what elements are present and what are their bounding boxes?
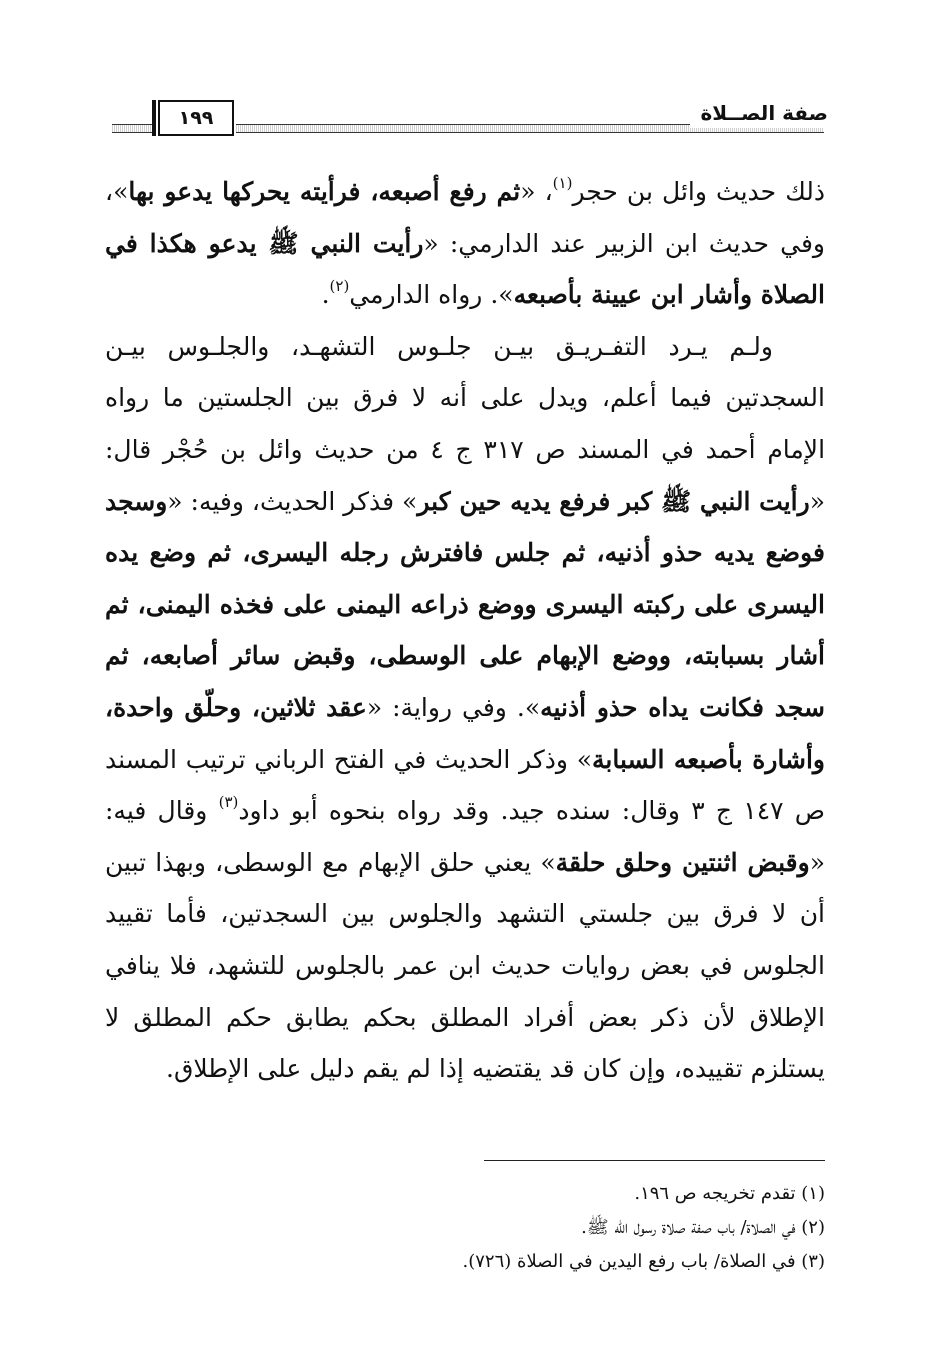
- hadith-quote: رأيت النبي ﷺ يدعو هكذا في الصلاة وأشار ابن عيينة بأصبعه: [105, 228, 825, 310]
- footnote-3: (٣) في الصلاة/ باب رفع اليدين في الصلاة (٧٢٦).: [462, 1251, 825, 1272]
- text: ولـم يـرد التفـريـق بيـن جلـوس التشهـد، والجلـوس بيـن السجدتين فيما أعلم، ويدل على أنه لا فرق بين الجلستين ما رواه الإمام أحمد في المسند ص ٣١٧ ج ٤ من حديث وائل بن حُجْر قال: «: [105, 331, 826, 516]
- hadith-quote: رأيت النبي ﷺ كبر فرفع يديه حين كبر: [417, 486, 810, 516]
- page-header: [112, 98, 828, 134]
- hadith-quote: ثم رفع أصبعه، فرأيته يحركها يدعو بها: [128, 177, 521, 206]
- hadith-quote: وسجد فوضع يديه حذو أذنيه، ثم جلس فافترش رجله اليسرى، ثم وضع يده اليسرى على ركبته اليسرى ووضع ذراعه اليمنى على فخذه اليمنى، ثم أشار بسبابته، ووضع الإبهام على الوسطى، وقبض سائر أصابعه، ثم سجد فكانت يداه حذو أذنيه: [105, 486, 825, 722]
- text: وقال فيه: «: [105, 796, 825, 877]
- text: »، وفي حديث ابن الزبير عند الدارمي: «: [105, 177, 825, 258]
- main-text: [105, 166, 825, 1095]
- hadith-quote: وقبض اثنتين وحلق حلقة: [555, 847, 810, 877]
- footnote-ref-3: (٣): [218, 793, 239, 812]
- running-title: صفة الصــلاة: [690, 98, 828, 128]
- footnote-separator: [484, 1160, 825, 1161]
- footnotes: [105, 1177, 825, 1279]
- text: » وذكر الحديث في الفتح الرباني ترتيب المسند ص ١٤٧ ج ٣ وقال: سنده جيد. وقد رواه بنحوه أبو داود: [105, 744, 826, 826]
- footnote-ref-2: (٢): [329, 277, 350, 296]
- paragraph-1: [105, 166, 825, 321]
- text: ذلك حديث وائل بن حجر: [572, 177, 826, 206]
- text: » يعني حلق الإبهام مع الوسطى، وبهذا تبين أن لا فرق بين جلستي التشهد والجلوس بين السجدتين، فأما تقييد الجلوس في بعض روايات حديث ابن عمر بالجلوس للتشهد، فلا ينافي الإطلاق لأن ذكر بعض أفراد المطلق بحكم يطابق حكم المطلق لا يستلزم تقييده، وإن كان قد يقتضيه إذا لم يقم دليل على الإطلاق.: [105, 847, 825, 1084]
- page-number: ١٩٩: [158, 100, 234, 136]
- footnote-2: (٢) في الصلاة/ باب صفة صلاة رسول الله ﷺ.: [581, 1217, 825, 1238]
- paragraph-2: [105, 321, 825, 1095]
- hadith-quote: عقد ثلاثين، وحلّق واحدة، وأشارة بأصبعه السبابة: [105, 692, 825, 774]
- text: .: [321, 280, 330, 310]
- text: ». رواه الدارمي: [349, 280, 514, 310]
- text: ، «: [520, 177, 553, 206]
- footnote-ref-1: (١): [552, 174, 573, 192]
- footnote-1: (١) تقدم تخريجه ص ١٩٦.: [634, 1183, 825, 1204]
- text: » فذكر الحديث، وفيه: «: [167, 486, 418, 516]
- text: ». وفي رواية: «: [366, 692, 541, 722]
